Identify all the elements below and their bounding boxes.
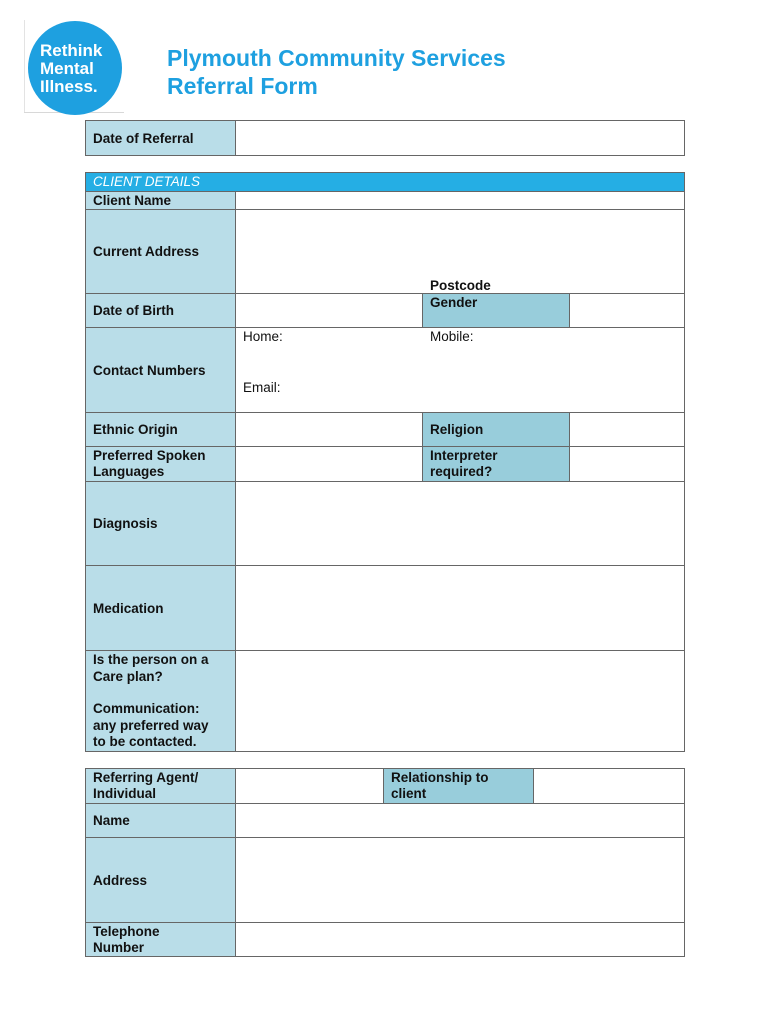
rethink-logo	[24, 20, 124, 116]
referring-agent-line-1: Referring Agent/	[93, 770, 199, 785]
relationship-field[interactable]	[534, 769, 685, 804]
religion-field[interactable]	[570, 413, 685, 447]
referring-agent-label	[86, 769, 236, 804]
interpreter-line-1: Interpreter	[430, 448, 498, 463]
referral-date-table	[85, 120, 685, 156]
relationship-line-2: client	[391, 786, 427, 801]
logo-line-1: Rethink	[40, 41, 103, 60]
telephone-line-2: Number	[93, 939, 145, 955]
interpreter-label	[423, 447, 570, 482]
telephone-label	[86, 923, 236, 957]
current-address-field[interactable]	[236, 210, 685, 294]
postcode-label: Postcode	[430, 278, 491, 293]
client-details-header: CLIENT DETAILS	[86, 173, 685, 192]
relationship-line-1: Relationship to	[391, 770, 489, 785]
ethnic-origin-label: Ethnic Origin	[86, 413, 236, 447]
interpreter-field[interactable]	[570, 447, 685, 482]
client-name-field[interactable]	[236, 192, 685, 210]
client-details-table	[85, 172, 685, 752]
telephone-field[interactable]	[236, 923, 685, 957]
care-plan-field[interactable]	[236, 651, 685, 752]
home-phone-label: Home:	[243, 329, 283, 344]
agent-name-field[interactable]	[236, 804, 685, 838]
email-label: Email:	[243, 380, 281, 395]
ethnic-origin-field[interactable]	[236, 413, 423, 447]
gender-label: Gender	[423, 294, 570, 328]
contact-numbers-field[interactable]	[236, 328, 685, 413]
contact-numbers-label: Contact Numbers	[86, 328, 236, 413]
logo-line-2: Mental	[40, 59, 94, 78]
communication-line-3: to be contacted.	[93, 734, 197, 749]
care-plan-line-2: Care plan?	[93, 668, 163, 684]
relationship-label	[384, 769, 534, 804]
referring-agent-line-2: Individual	[93, 786, 157, 801]
referring-agent-table	[85, 768, 685, 957]
preferred-languages-label	[86, 447, 236, 482]
agent-address-label: Address	[86, 838, 236, 923]
date-of-birth-label: Date of Birth	[86, 294, 236, 328]
religion-label: Religion	[423, 413, 570, 447]
agent-address-field[interactable]	[236, 838, 685, 923]
title-line-1: Plymouth Community Services	[167, 45, 506, 71]
client-name-label: Client Name	[86, 192, 236, 210]
preferred-languages-field[interactable]	[236, 447, 423, 482]
logo-line-3: Illness.	[40, 77, 98, 96]
medication-field[interactable]	[236, 566, 685, 651]
mobile-phone-label: Mobile:	[430, 329, 474, 344]
diagnosis-label: Diagnosis	[86, 482, 236, 566]
preferred-languages-line-2: Languages	[93, 464, 165, 479]
date-of-referral-field[interactable]	[236, 121, 685, 156]
referring-agent-field[interactable]	[236, 769, 384, 804]
date-of-referral-label: Date of Referral	[86, 121, 236, 156]
gender-field[interactable]	[570, 294, 685, 328]
agent-name-label: Name	[86, 804, 236, 838]
diagnosis-field[interactable]	[236, 482, 685, 566]
communication-line-1: Communication:	[93, 701, 200, 716]
interpreter-line-2: required?	[430, 464, 493, 479]
communication-line-2: any preferred way	[93, 717, 209, 733]
page-title	[167, 44, 506, 100]
preferred-languages-line-1: Preferred Spoken	[93, 448, 206, 463]
telephone-line-1: Telephone	[93, 923, 160, 939]
date-of-birth-field[interactable]	[236, 294, 423, 328]
care-plan-label	[86, 651, 236, 752]
current-address-label: Current Address	[86, 210, 236, 294]
title-line-2: Referral Form	[167, 73, 318, 99]
care-plan-line-1: Is the person on a	[93, 652, 209, 667]
medication-label: Medication	[86, 566, 236, 651]
